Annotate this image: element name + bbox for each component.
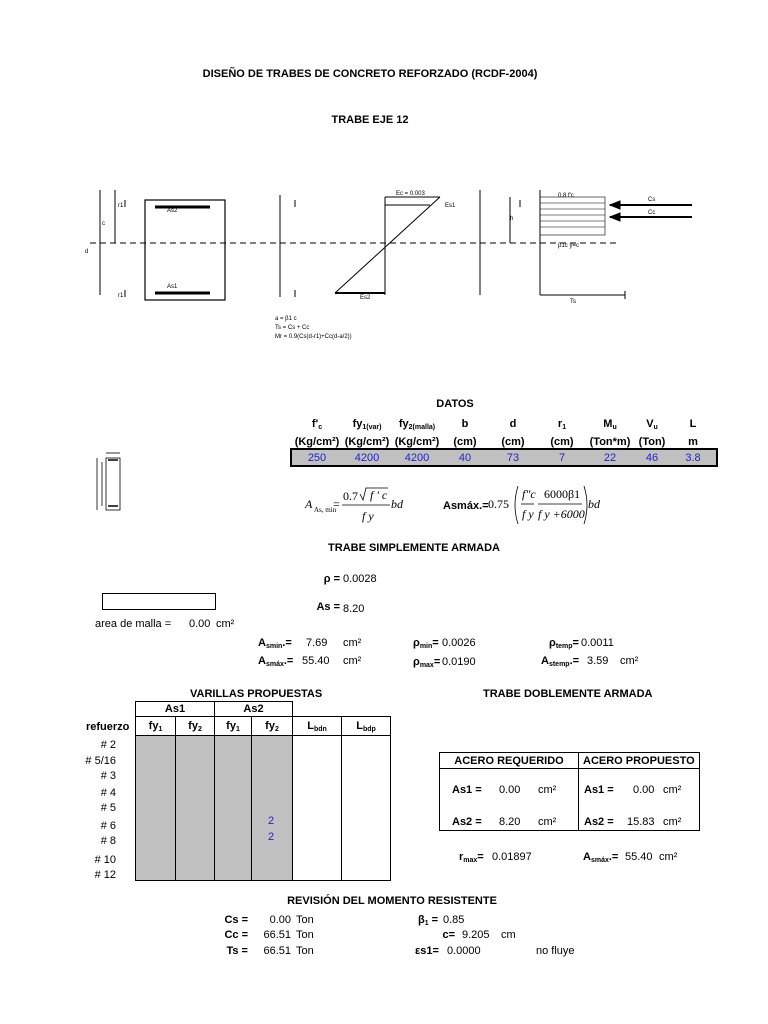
c-label: c= [442, 929, 455, 941]
unit-b: (cm) [453, 435, 477, 448]
req-as2-label: As2 = [452, 816, 482, 828]
bar-3: # 3 [100, 770, 116, 782]
asmin-unit: cm² [343, 637, 362, 649]
as1-fy2-col[interactable] [176, 736, 215, 881]
datos-table [292, 415, 716, 465]
fy-denominator: f y [362, 509, 374, 523]
unit-d: (cm) [501, 435, 525, 448]
req-cell [440, 769, 579, 831]
asmin-sub: As, min [314, 506, 337, 514]
lbdn-header: $L_{bdn}$ [293, 717, 342, 736]
req-as1-value: 0.00 [499, 784, 521, 796]
hdr-d: d [509, 418, 517, 430]
simple-heading: TRABE SIMPLEMENTE ARMADA [328, 542, 500, 554]
beam-title: TRABE EJE 12 [331, 114, 409, 126]
as1-label: As1 [167, 284, 178, 290]
rhomin-value: 0.0026 [442, 637, 476, 649]
val-fy1[interactable]: 4200 [342, 450, 392, 465]
as1-fy2-header: $fy_2$ [176, 717, 215, 736]
cs-value: 0.00 [269, 914, 291, 926]
beta1-label: $\beta_1$ = [418, 914, 439, 927]
c-dim-label: c [102, 221, 105, 227]
revision-heading: REVISIÓN DEL MOMENTO RESISTENTE [287, 895, 497, 907]
es1-label: εs1= [415, 945, 439, 957]
val-vu[interactable]: 46 [634, 450, 670, 465]
hdr-fy2: $fy_{2(malla)}$ [398, 417, 436, 431]
ts-unit: Ton [296, 945, 314, 957]
document-title: DISEÑO DE TRABES DE CONCRETO REFORZADO (RCDF-2004) [202, 68, 538, 80]
as1-header: As1 [136, 702, 215, 717]
lbdp-header: $L_{bdp}$ [342, 717, 391, 736]
cc-value: 66.51 [263, 929, 291, 941]
asmax-doble-label: $A_{smáx}.=$ [583, 851, 619, 864]
val-l[interactable]: 3.8 [670, 450, 716, 465]
asmax-unit: cm² [343, 655, 362, 667]
asmin-symbol: A [305, 497, 313, 511]
asmax-doble-value: 55.40 [625, 851, 653, 863]
as2-fy1-col[interactable] [215, 736, 252, 881]
diagram-legend: a = β1 c Ts = Cs + Cc Mr = 0.9(Cs(d-r1)+Cc(d-a/2)) [275, 316, 352, 340]
unit-fy2: (Kg/cm²) [394, 435, 440, 448]
bar-4: # 4 [100, 786, 116, 799]
val-r1[interactable]: 7 [538, 450, 586, 465]
fc-root: f ' c [370, 488, 388, 502]
val-fy2[interactable]: 4200 [392, 450, 442, 465]
equals-sign: = [333, 497, 340, 511]
as2-fy2-v8[interactable]: 2 [268, 831, 275, 843]
bar-5-16: # 5/16 [85, 754, 116, 767]
asmin-label: $A_{smin}.=$ [258, 637, 292, 650]
h-dim-label: h [510, 216, 514, 222]
cs-label: Cs [648, 197, 656, 203]
asmax-label: Asmáx.= [443, 500, 489, 512]
bar-10: # 10 [94, 853, 116, 866]
rho-label: ρ = [323, 573, 340, 585]
bd-term-2: bd [588, 497, 600, 511]
rhotemp-value: 0.0011 [581, 637, 614, 649]
prop-as2-value: 15.83 [627, 816, 655, 828]
fc-pp: f"c [522, 487, 536, 501]
acero-requerido-header: ACERO REQUERIDO [440, 753, 579, 769]
astemp-label: $A_{stemp}.=$ [541, 655, 580, 668]
malla-input-box[interactable] [102, 593, 216, 610]
datos-heading: DATOS [436, 398, 474, 410]
r1-bottom-label: r1 [118, 293, 124, 299]
prop-cell [579, 769, 700, 831]
rhomax-value: 0.0190 [442, 656, 476, 668]
as2-fy2-col[interactable] [252, 736, 293, 881]
hdr-b: b [461, 418, 469, 430]
beta-label: β1c y=c [558, 243, 579, 249]
hdr-mu: $M_u$ [603, 417, 617, 431]
rmax-label: $r_{max}=$ [459, 851, 484, 864]
astemp-unit: cm² [620, 655, 639, 667]
rhotemp-label: $\rho_{temp}=$ [549, 637, 579, 650]
as2-fy2-header: $fy_2$ [252, 717, 293, 736]
lbdn-col [293, 736, 342, 881]
bar-6: # 6 [100, 819, 116, 832]
val-d[interactable]: 73 [488, 450, 538, 465]
as2-fy1-header: $fy_1$ [215, 717, 252, 736]
unit-fy1: (Kg/cm²) [344, 435, 390, 448]
cs-label: Cs = [224, 914, 248, 926]
refuerzo-label: refuerzo [86, 721, 130, 733]
hdr-fc: $f'_c$ [311, 417, 323, 431]
unit-mu: (Ton*m) [589, 435, 631, 448]
unit-vu: (Ton) [638, 435, 666, 448]
req-as1-unit: cm² [538, 784, 557, 796]
hdr-fy1: $fy_{1(var)}$ [352, 417, 382, 431]
as-label: As = [316, 601, 340, 613]
section-sketch-icon [92, 450, 137, 515]
prop-as2-unit: cm² [663, 816, 682, 828]
unit-fc: (Kg/cm²) [294, 435, 340, 448]
asmin-value: 7.69 [306, 637, 328, 649]
cc-unit: Ton [296, 929, 314, 941]
fluye-status: no fluye [536, 945, 575, 957]
prop-as2-label: As2 = [584, 816, 614, 828]
ec-label: Ec = 0.003 [396, 191, 425, 197]
formula-block [300, 478, 620, 528]
as1-fy1-header: $fy_1$ [136, 717, 176, 736]
rho-value: 0.0028 [343, 573, 377, 585]
prop-as1-value: 0.00 [633, 784, 655, 796]
acero-table [439, 752, 700, 831]
malla-label: area de malla = [95, 618, 172, 630]
lbdp-col [342, 736, 391, 881]
asmax-value: 55.40 [302, 655, 330, 667]
num-6000: 6000β1 [544, 487, 581, 501]
bar-8: # 8 [100, 835, 116, 847]
as2-header: As2 [215, 702, 293, 717]
acero-propuesto-header: ACERO PROPUESTO [579, 753, 700, 769]
beta1-value: 0.85 [443, 914, 465, 926]
prop-as1-unit: cm² [663, 784, 682, 796]
hdr-l: L [689, 418, 697, 430]
es1-value: 0.0000 [447, 945, 481, 957]
asmax-label-simple: $A_{smáx}.=$ [258, 655, 294, 668]
rhomax-label: $\rho_{max}=$ [413, 656, 441, 669]
bar-size-list [80, 738, 116, 884]
unit-r1: (cm) [550, 435, 574, 448]
malla-value: 0.00 [189, 618, 211, 630]
ts-value: 66.51 [263, 945, 291, 957]
val-mu[interactable]: 22 [586, 450, 634, 465]
hdr-r1: $r_1$ [557, 417, 567, 431]
rmax-value: 0.01897 [492, 851, 532, 863]
c-unit: cm [501, 929, 516, 941]
prop-as1-label: As1 = [584, 784, 614, 796]
req-as1-label: As1 = [452, 784, 482, 796]
rhomin-label: $\rho_{min}=$ [413, 637, 439, 650]
bar-2: # 2 [100, 739, 116, 751]
req-as2-unit: cm² [538, 816, 557, 828]
asmax-doble-unit: cm² [659, 851, 678, 863]
es1-label: Es1 [445, 203, 456, 209]
malla-unit: cm² [216, 618, 235, 630]
doble-heading: TRABE DOBLEMENTE ARMADA [483, 688, 653, 700]
c-value: 9.205 [462, 929, 490, 941]
req-as2-value: 8.20 [499, 816, 521, 828]
varillas-table [135, 701, 391, 881]
val-b[interactable]: 40 [442, 450, 488, 465]
as2-label: As2 [167, 208, 178, 214]
cc-label: Cc = [224, 929, 248, 941]
es2-label: Es2 [360, 295, 371, 301]
d-dim-label: d [85, 249, 89, 255]
as2-fy2-v6[interactable]: 2 [268, 815, 275, 827]
bar-12: # 12 [94, 869, 116, 881]
hdr-vu: $V_u$ [646, 417, 658, 431]
unit-l: m [688, 435, 698, 448]
coef-07: 0.7 [343, 489, 358, 503]
cc-label: Cc [648, 210, 656, 216]
bd-term: bd [391, 497, 403, 511]
astemp-value: 3.59 [587, 655, 609, 667]
coef-075: 0.75 [488, 497, 509, 511]
val-fc[interactable]: 250 [292, 450, 342, 465]
beam-section-diagram [80, 185, 700, 345]
varillas-heading: VARILLAS PROPUESTAS [190, 688, 323, 700]
ts-label: Ts = [226, 945, 248, 957]
ts-label: Ts [570, 299, 576, 305]
fc-label: 0.8 f'c [558, 193, 574, 199]
den-fy-6000: f y +6000 [538, 507, 585, 521]
as-value: 8.20 [343, 603, 365, 615]
fy-den-2: f y [522, 507, 534, 521]
cs-unit: Ton [296, 914, 314, 926]
as1-fy1-col[interactable] [136, 736, 176, 881]
r1-top-label: r1 [118, 203, 124, 209]
bar-5: # 5 [100, 802, 116, 814]
